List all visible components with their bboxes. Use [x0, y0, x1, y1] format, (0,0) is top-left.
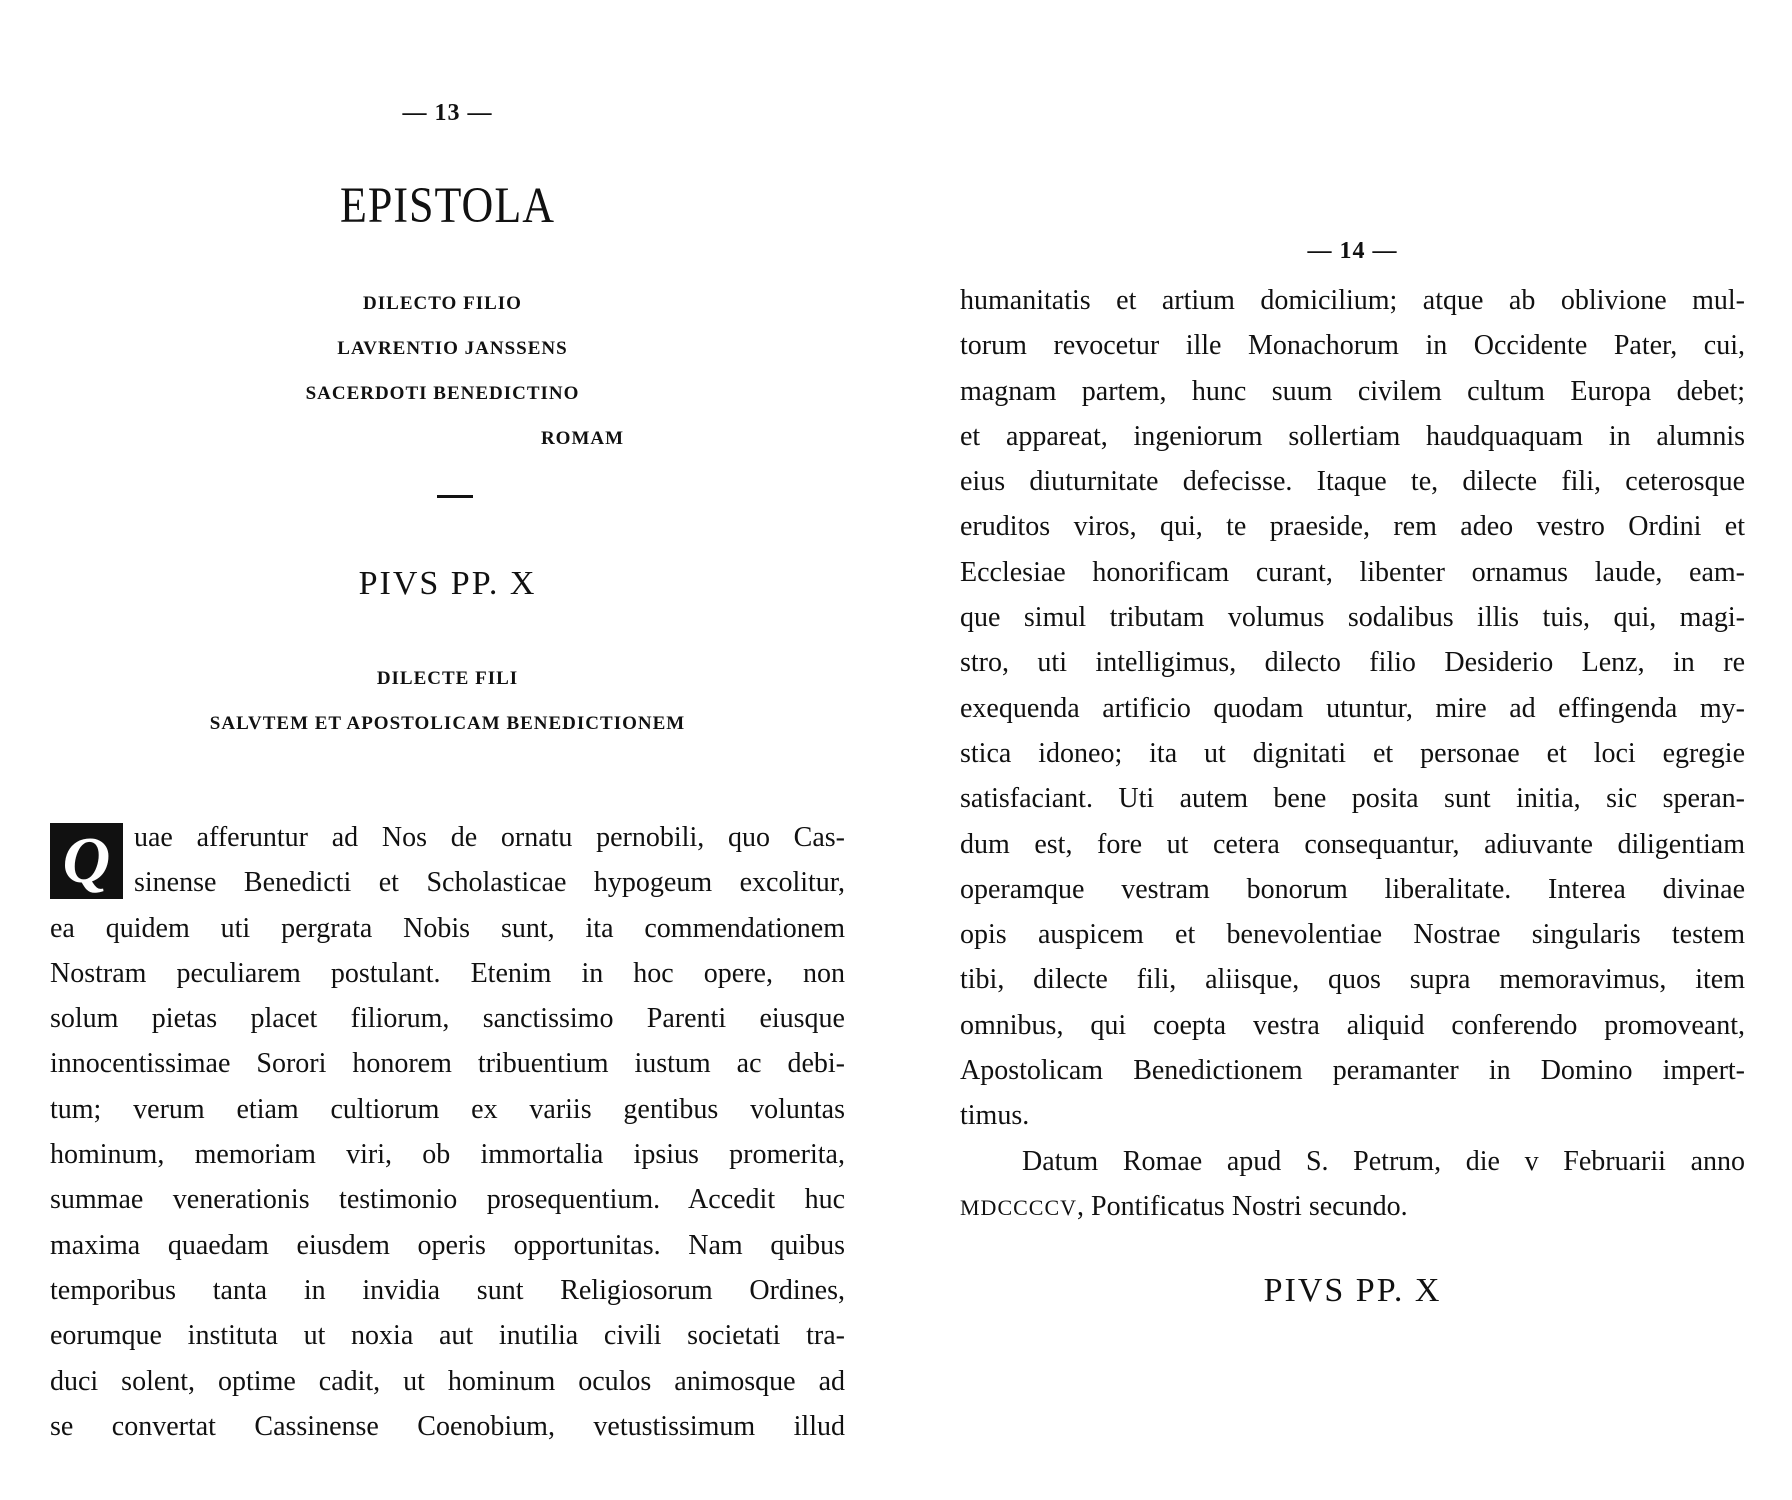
body-line: stica idoneo; ita ut dignitati et personae et loci egregie [960, 737, 1745, 769]
body-line: hominum, memoriam viri, ob immortalia ipsius promerita, [50, 1139, 845, 1171]
body-line: tum; verum etiam cultiorum ex variis gentibus voluntas [50, 1093, 845, 1125]
page-title: EPISTOLA [340, 177, 555, 234]
address-line-4: ROMAM [540, 428, 625, 449]
body-text [960, 278, 1745, 1230]
body-line: eorumque instituta ut noxia aut inutilia civili societati tra- [50, 1320, 845, 1352]
body-line: stro, uti intelligimus, dilecto filio Desiderio Lenz, in re [960, 647, 1745, 679]
divider-rule [437, 495, 473, 498]
body-line: que simul tributam volumus sodalibus illis tuis, qui, magi- [960, 602, 1745, 634]
body-line: omnibus, qui coepta vestra aliquid conferendo promoveant, [960, 1009, 1745, 1041]
salutation-line-2: SALVTEM ET APOSTOLICAM BENEDICTIONEM [209, 713, 686, 734]
date-year: MDCCCCV [960, 1194, 1078, 1220]
body-text-continued [50, 906, 845, 1450]
page-number: — 14 — [1307, 238, 1398, 264]
body-line: eius diuturnitate defecisse. Itaque te, dilecte fili, ceterosque [960, 466, 1745, 498]
signature: PIVS PP. X [1263, 1272, 1442, 1309]
body-line: uae afferuntur ad Nos de ornatu pernobili, quo Cas- [134, 822, 845, 853]
date-line-rest: , Pontificatus Nostri secundo. [1077, 1190, 1408, 1222]
body-line: solum pietas placet filiorum, sanctissimo Parenti eiusque [50, 1003, 845, 1035]
body-line: Nostram peculiarem postulant. Etenim in hoc opere, non [50, 957, 845, 989]
body-line: ea quidem uti pergrata Nobis sunt, ita commendationem [50, 912, 845, 944]
right-page [960, 0, 1745, 1500]
body-line: exequenda artificio quodam utuntur, mire ad effingenda my- [960, 692, 1745, 724]
body-line: et appareat, ingeniorum sollertiam haudquaquam in alumnis [960, 420, 1745, 452]
body-line: Ecclesiae honorificam curant, libenter ornamus laude, eam- [960, 556, 1745, 588]
body-line: innocentissimae Sorori honorem tribuentium iustum ac debi- [50, 1048, 845, 1080]
address-line-2: LAVRENTIO JANSSENS [337, 338, 568, 359]
page-number: — 13 — [402, 100, 493, 126]
body-line: maxima quaedam eiusdem operis opportunitas. Nam quibus [50, 1229, 845, 1261]
body-line: torum revocetur ille Monachorum in Occidente Pater, cui, [960, 330, 1745, 362]
body-line: operamque vestram bonorum liberalitate. Interea divinae [960, 873, 1745, 905]
body-line: se convertat Cassinense Coenobium, vetustissimum illud [50, 1410, 845, 1442]
dropcap-letter: Q [50, 823, 123, 899]
body-line: Apostolicam Benedictionem peramanter in Domino impert- [960, 1055, 1745, 1087]
body-line: magnam partem, hunc suum civilem cultum Europa debet; [960, 375, 1745, 407]
address-line-3: SACERDOTI BENEDICTINO [305, 383, 580, 404]
author-heading: PIVS PP. X [358, 565, 537, 602]
body-line: summae venerationis testimonio prosequentium. Accedit huc [50, 1184, 845, 1216]
body-line: humanitatis et artium domicilium; atque ab oblivione mul- [960, 285, 1745, 316]
body-line: sinense Benedicti et Scholasticae hypogeum excolitur, [134, 867, 845, 899]
date-line-2 [960, 1184, 1745, 1230]
body-line: timus. [960, 1100, 1030, 1132]
body-line: tibi, dilecte fili, aliisque, quos supra memoravimus, item [960, 964, 1745, 996]
body-line: dum est, fore ut cetera consequantur, adiuvante diligentiam [960, 828, 1745, 860]
body-line: opis auspicem et benevolentiae Nostrae singularis testem [960, 919, 1745, 951]
date-line: Datum Romae apud S. Petrum, die v Februarii anno [1022, 1145, 1745, 1177]
salutation-line-1: DILECTE FILI [376, 668, 519, 689]
body-line: eruditos viros, qui, te praeside, rem adeo vestro Ordini et [960, 511, 1745, 543]
body-line: satisfaciant. Uti autem bene posita sunt initia, sic speran- [960, 783, 1745, 815]
left-page [50, 0, 845, 1500]
address-line-1: DILECTO FILIO [363, 293, 522, 314]
body-line: temporibus tanta in invidia sunt Religiosorum Ordines, [50, 1274, 845, 1306]
body-line: duci solent, optime cadit, ut hominum oculos animosque ad [50, 1365, 845, 1397]
body-text [50, 815, 845, 906]
